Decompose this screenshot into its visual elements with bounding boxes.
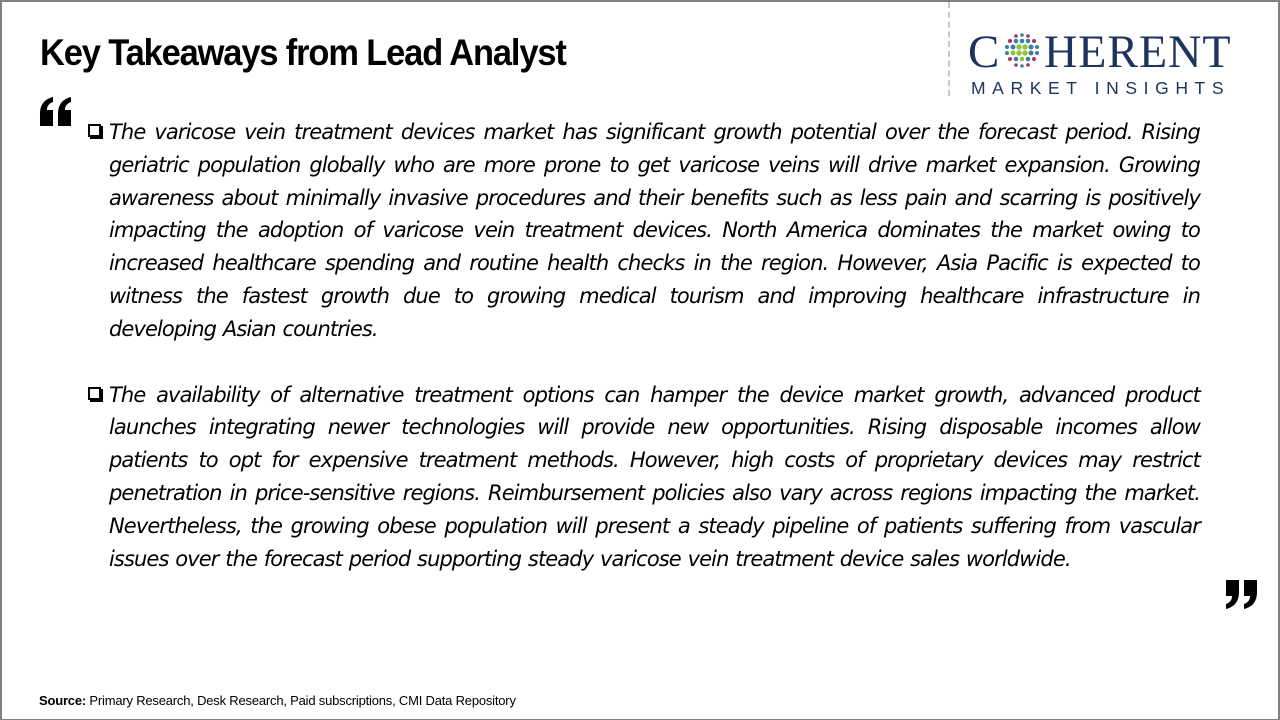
logo-word-rest: HERENT [1044,26,1232,78]
source-note [39,693,516,708]
quote-close-icon [1224,578,1260,610]
slide-title: Key Takeaways from Lead Analyst [40,32,566,73]
globe-dots-icon [1002,32,1042,70]
source-text: Primary Research, Desk Research, Paid subscriptions, CMI Data Repository [86,693,516,708]
checkbox-square-icon [88,124,101,137]
company-logo [968,26,1260,100]
takeaway-text: The availability of alternative treatment options can hamper the device market growth, advanced product launches integrating newer technologies will provide new opportunities. Rising disposable incomes allow patients to opt for expensive treatment methods. However, high costs of proprietary devices may restrict penetration in price-sensitive regions. Reimbursement policies also vary across regions impacting the market. Nevertheless, the growing obese population will present a steady pipeline of patients suffering from vascular issues over the forecast period supporting steady varicose vein treatment device sales worldwide. [109,382,1200,571]
takeaway-list [86,116,1200,608]
logo-wordmark [968,26,1236,78]
quote-open-icon [38,96,74,128]
logo-first-letter: C [968,26,1001,78]
source-label: Source: [39,693,87,708]
takeaway-text: The varicose vein treatment devices market has significant growth potential over the forecast period. Rising geriatric population globally who are more prone to get varicose veins will drive market expansion. Growing awareness about minimally invasive procedures and their benefits such as less pain and scarring is positively impacting the adoption of varicose vein treatment devices. North America dominates the market owing to increased healthcare spending and routine health checks in the region. However, Asia Pacific is expected to witness the fastest growth due to growing medical tourism and improving healthcare infrastructure in developing Asian countries. [109,120,1200,341]
checkbox-square-icon [88,387,101,400]
takeaway-item [86,116,1200,346]
header-divider [948,2,950,96]
takeaway-item [86,379,1200,576]
logo-tagline: MARKET INSIGHTS [971,78,1231,98]
